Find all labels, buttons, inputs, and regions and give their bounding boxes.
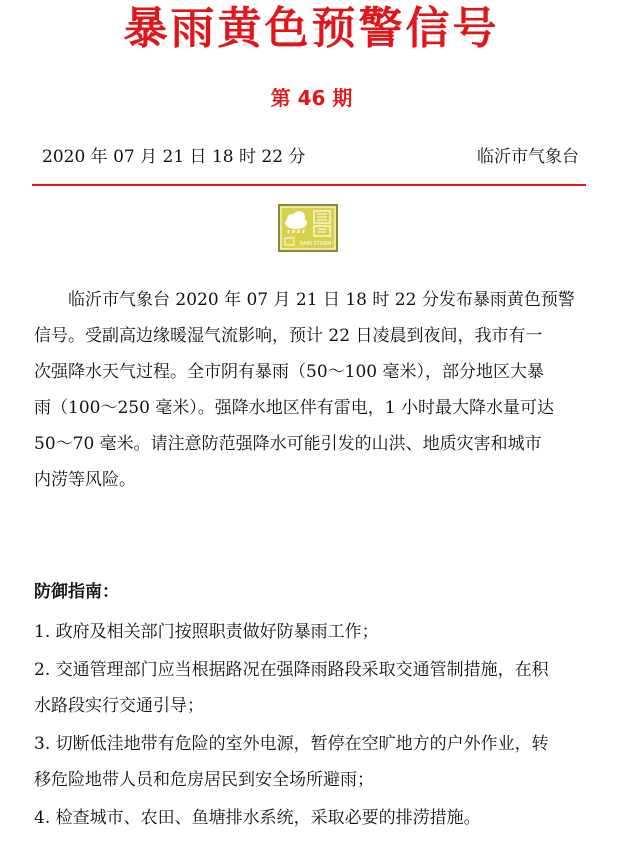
list-item [34, 800, 590, 836]
body-line: 50～70 毫米。请注意防范强降水可能引发的山洪、地质灾害和城市 [34, 434, 542, 454]
guide-item-line: 水路段实行交通引导； [34, 696, 204, 716]
rainstorm-yellow-warning-icon [278, 204, 338, 252]
body-line: 临沂市气象台 2020 年 07 月 21 日 18 时 22 分发布暴雨黄色预警 [68, 290, 575, 310]
body-line: 内涝等风险。 [34, 470, 136, 490]
list-item [34, 614, 590, 650]
guide-item-line: 2. 交通管理部门应当根据路况在强降雨路段采取交通管制措施，在积 [34, 660, 549, 680]
list-item [34, 652, 590, 724]
warning-title: 暴雨黄色预警信号 [123, 3, 500, 54]
guide-list [34, 614, 590, 838]
guide-item-line: 4. 检查城市、农田、鱼塘排水系统，采取必要的排涝措施。 [34, 808, 481, 828]
icon-caption: RAIN STORM [300, 241, 332, 247]
body-line: 信号。受副高边缘暖湿气流影响，预计 22 日凌晨到夜间，我市有一 [34, 326, 543, 346]
list-item [34, 726, 590, 798]
issuer-name: 临沂市气象台 [477, 147, 579, 167]
guide-item-line: 1. 政府及相关部门按照职责做好防暴雨工作； [34, 622, 379, 642]
guide-heading: 防御指南： [34, 582, 119, 602]
body-line: 雨（100～250 毫米）。强降水地区伴有雷电，1 小时最大降水量可达 [34, 398, 555, 418]
header-divider [32, 184, 586, 186]
guide-item-line: 移危险地带人员和危房居民到安全场所避雨； [34, 770, 374, 790]
guide-item-line: 3. 切断低洼地带有危险的室外电源，暂停在空旷地方的户外作业，转 [34, 734, 549, 754]
issue-datetime: 2020 年 07 月 21 日 18 时 22 分 [42, 147, 306, 167]
warning-body [34, 282, 590, 498]
issue-number: 第 46 期 [270, 86, 353, 110]
body-line: 次强降水天气过程。全市阴有暴雨（50～100 毫米），部分地区大暴 [34, 362, 544, 382]
